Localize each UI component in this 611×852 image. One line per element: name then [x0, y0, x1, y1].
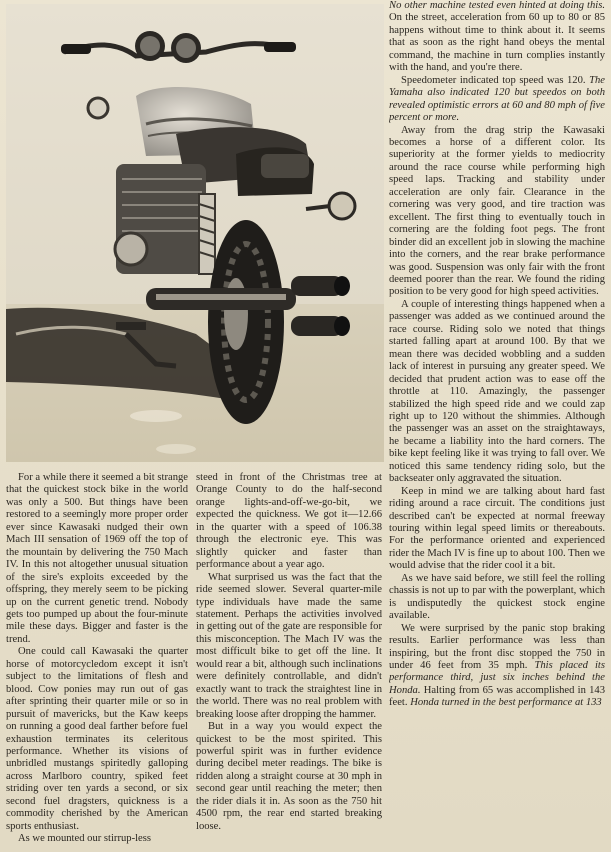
- paragraph-text: On the street, acceleration from 60 up to 80 or 85 happens without time to think about it. It seems that as soon as the right hand obeys the mental command, the machine in turn complies instantly with the hand, and you're there.: [389, 12, 605, 74]
- italic-text: This placed its performance third, just six inches behind the Honda.: [389, 660, 605, 696]
- motorcycle-photo: [6, 4, 384, 462]
- article-paragraph: [6, 833, 188, 845]
- motorcycle-illustration: [6, 4, 384, 462]
- italic-text: Honda turned in the best performance at 133: [410, 697, 602, 709]
- italic-text: No other machine tested even hinted at doing this.: [389, 0, 605, 11]
- paragraph-text: Speedometer indicated top speed was 120.: [401, 74, 590, 86]
- paragraph-text: We were surprised by the panic stop braking results. Earlier performance was less than inspiring, but the front disc stopped the 750 in under 46 feet from 35 mph.: [389, 622, 605, 672]
- article-paragraph: [389, 623, 605, 710]
- article-paragraph: [389, 299, 605, 486]
- paragraph-text: Keep in mind we are talking about hard fast riding around a race circuit. The conditions just described can't be expected at normal freeway touring within legal speed limits or thereabouts. For the performance oriented and experienced rider the Mach IV is fine up to about 100. Then we would advise that the rider cool it a bit.: [389, 485, 605, 572]
- article-paragraph: [389, 573, 605, 623]
- article-paragraph: [6, 472, 188, 646]
- article-paragraph: [389, 75, 605, 125]
- paragraph-text: What surprised us was the fact that the ride seemed slower. Several quarter-mile type individuals have made the same statement. Perhaps the activities involved in getting out of the gate are responsible for this misconception. The Mach IV was the most difficult bike to get off the line. It would rear a bit, although such inclinations were definitely controllable, and didn't exactly want to track the straightest line in the world. There was no real problem with breaking loose after dropping the hammer.: [196, 571, 382, 720]
- article-paragraph: [196, 721, 382, 833]
- italic-text: The Yamaha also indicated 120 but speedos on both revealed optimistic errors at 60 and 80 mph of five percent or more.: [389, 74, 605, 124]
- paragraph-text: steed in front of the Christmas tree at Orange County to do the half-second orange lights-and-off-we-go-bit, we expected the quickness. We got it—12.66 in the quarter with a speed of 106.38 through the electronic eye. This was slightly quicker and faster than performance about a year ago.: [196, 472, 382, 571]
- article-paragraph: [196, 472, 382, 572]
- paragraph-text: As we mounted our stirrup-less: [18, 833, 151, 845]
- article-paragraph: [389, 125, 605, 299]
- article-paragraph: [6, 646, 188, 833]
- text-column-3: [389, 0, 605, 852]
- article-paragraph: [196, 572, 382, 721]
- paragraph-text: For a while there it seemed a bit strange that the quickest stock bike in the world was only a 500. But things have been restored to a seemingly more proper order ever since Kawasaki nudged their own Mach III sensation of 1969 off the top of the mountain by delivering the 750 Mach IV. In this not altogether unusual situation of the sire's exploits exceeded by the offspring, they merely seem to be picking up on the current genetic trend. Nobody gets too pumped up about the four-minute mile these days. Bigger and faster is the trend.: [6, 472, 188, 645]
- paragraph-text: Halting from 65 was accomplished in 143 feet.: [389, 684, 605, 709]
- article-paragraph: [389, 0, 605, 75]
- paragraph-text: As we have said before, we still feel the rolling chassis is not up to par with the powerplant, which is undisputedly the quickest stock engine available.: [389, 572, 605, 622]
- paragraph-text: One could call Kawasaki the quarter horse of motorcycledom except it isn't subject to the limitations of flesh and blood. Cow ponies may run out of gas after sprinting their quarter mile or so in pursuit of mavericks, but the Kaw keeps on running a good deal farther before fuel exhaustion terminates its celeritous performance. Whether its visions of unbridled mustangs spiritedly galloping across Marlboro country, spiked feet striding over ten yards a second, or six second fuel dragsters, quickness is a commodity cherished by the American sports enthusiast.: [6, 646, 188, 832]
- paragraph-text: Away from the drag strip the Kawasaki becomes a horse of a different color. Its superiority at the former yields to mediocrity around the race course while performing high speed laps. Tracking and stability under acceleration are only fair. Clearance in the cornering was very good, and tire traction was excellent. The first thing to eventually touch in cornering are the folding foot pegs. The front binder did an excellent job in slowing the machine into the corners, and the rear brake performance was good. Suspension was only fair with the front deemed poorer than the rear. We found the riding position to be very good for high speed activities.: [389, 124, 605, 298]
- article-paragraph: [389, 486, 605, 573]
- text-column-1: [6, 472, 188, 852]
- text-column-2: [196, 472, 382, 852]
- paragraph-text: A couple of interesting things happened when a passenger was added as we continued around the race course. Riding solo we noted that things started falling apart at around 100. By that we mean there was decided wobbling and a sudden lack of interest in pursuing any greater speed. We decided that prudent action was to ease off the throttle at 110. Amazingly, the passenger stabilized the high speed ride and we could zap right up to 120 without the shimmies. Although the passenger was an asset on the straightaways, he became a liability into the hard corners. The bike kept feeling like it was trying to fall over. We noticed this same tendency riding solo, but the backseater only aggravated the situation.: [389, 298, 605, 485]
- paragraph-text: But in a way you would expect the quickest to be the most spirited. This powerful spirit was in further evidence during decibel meter readings. The bike is ridden along a straight course at 30 mph in second gear until reaching the meter; then the rider dials it in. As soon as the 750 hit 4500 rpm, the rear end started breaking loose.: [196, 721, 382, 832]
